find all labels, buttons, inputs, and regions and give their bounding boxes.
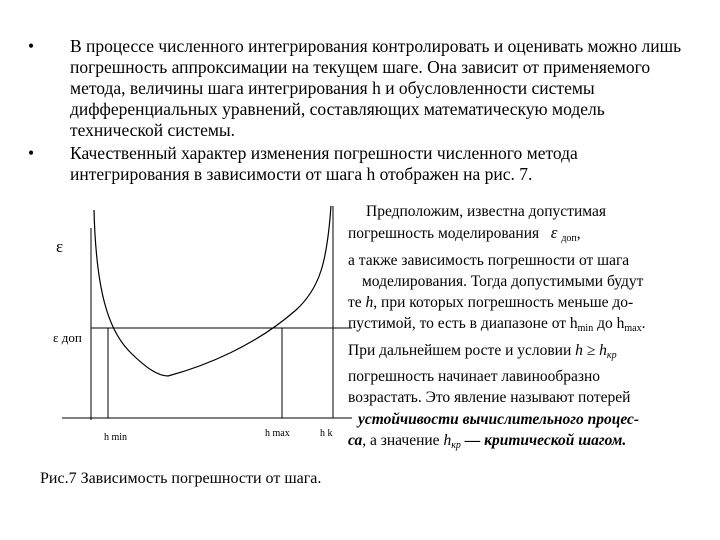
bullet-marker: •: [28, 36, 35, 56]
h-min-subscript: min: [577, 323, 594, 335]
para-line-6b: до h: [593, 315, 625, 333]
para-line-4: моделирования. Тогда допустимыми будут: [362, 272, 644, 290]
body-paragraph: [348, 201, 700, 456]
para-line-3: а также зависимость погрешности от шага: [348, 251, 630, 269]
para-line-8: погрешность начинает лавинообразно: [348, 368, 601, 386]
y-axis-label: ε: [56, 237, 64, 256]
para-line-7a: При дальнейшем росте и условии: [348, 341, 572, 359]
para-line-9: возрастать. Это явление называют потерей: [348, 389, 631, 407]
para-line-5a: те: [348, 294, 362, 312]
para-line-1: Предположим, известна допустимая: [366, 203, 606, 220]
kr-subscript-2: кр: [451, 439, 461, 451]
bullet-marker: •: [28, 143, 35, 163]
h-max-subscript: max: [624, 323, 642, 335]
condition-text: h ≥ h: [575, 341, 607, 359]
para-line-11b: , а значение: [362, 431, 440, 449]
kr-subscript: кр: [606, 349, 617, 361]
para-line-10: устойчивости вычислительного процес-: [358, 410, 640, 428]
figure-caption: Рис.7 Зависимость погрешности от шага.: [40, 470, 322, 487]
epsilon-subscript: доп: [561, 233, 577, 245]
bullet-text-1: В процессе численного интегрирования контролировать и оценивать можно лишь погрешность аппроксимации на текущем шаге. Она зависит от применяемого метода, величины шага интегрирования h и обусловленности системы дифференциальных уравнений, составляющих математическую модель технической системы.: [70, 36, 682, 140]
para-line-5b: , при которых погрешность меньше до-: [373, 294, 634, 312]
h-symbol: h: [365, 294, 374, 312]
x-label-h-min: h min: [104, 432, 128, 443]
threshold-label: ε доп: [53, 330, 82, 345]
para-line-6a: пустимой, то есть в диапазоне от h: [348, 315, 578, 333]
error-curve: [94, 206, 331, 376]
para-line-11d: критической шагом.: [484, 431, 627, 449]
para-line-11a: са: [348, 431, 363, 449]
para-line-2: погрешность моделирования: [348, 225, 540, 243]
epsilon-symbol: ε: [550, 223, 558, 243]
x-label-h-k: h k: [320, 428, 333, 439]
para-line-6c: .: [641, 315, 646, 333]
para-comma: ,: [576, 225, 581, 243]
dash: —: [464, 431, 481, 449]
bullet-text-2: Качественный характер изменения погрешности численного метода интегрирования в зависимости от шага h отображен на рис. 7.: [70, 143, 578, 184]
h-kr-symbol: h: [443, 431, 452, 449]
x-label-h-max: h max: [265, 428, 290, 439]
